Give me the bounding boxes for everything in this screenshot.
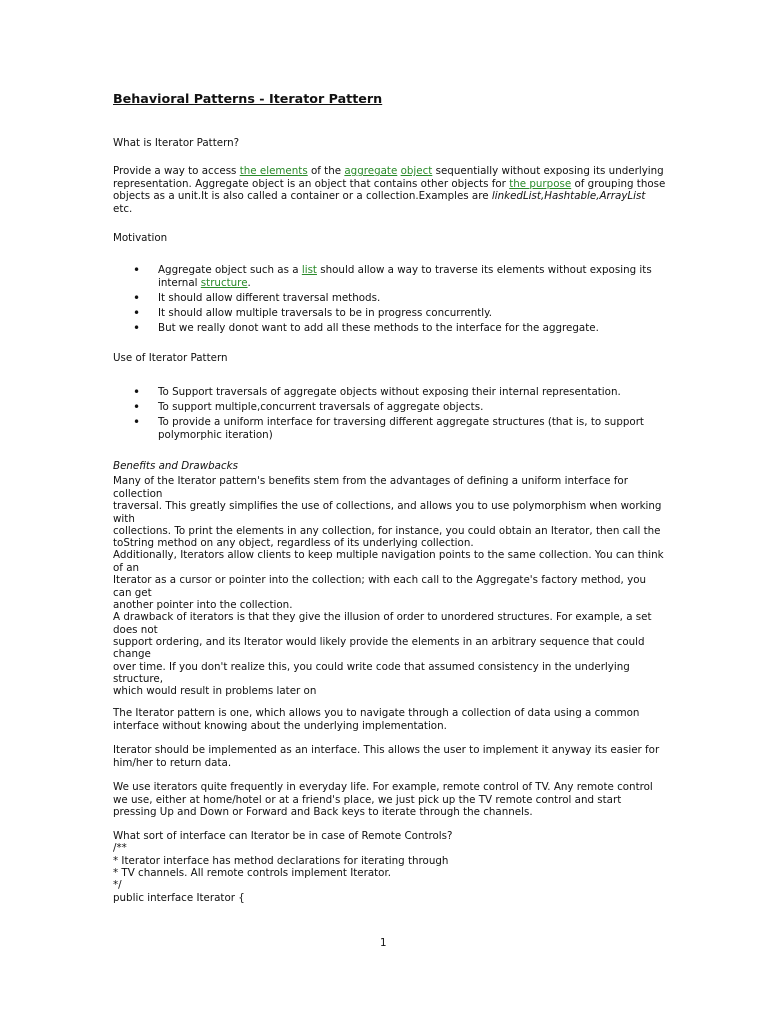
paragraph-line: We use iterators quite frequently in everyday life. For example, remote control of TV. Any remote control: [113, 781, 653, 793]
bullet-icon: •: [133, 305, 141, 320]
list-item: [113, 307, 652, 320]
intro-line-4: etc.: [113, 203, 133, 215]
paragraph-line: we use, either at home/hotel or at a friend's place, we just pick up the TV remote control and start: [113, 794, 622, 806]
code-line: /**: [113, 842, 127, 854]
bullet-icon: •: [133, 414, 141, 429]
use-list: [113, 386, 644, 444]
text: should allow a way to traverse its elements without exposing its: [316, 264, 652, 276]
code-line: */: [113, 879, 122, 891]
link-aggregate[interactable]: aggregate: [344, 165, 398, 177]
text: But we really donot want to add all these methods to the interface for the aggregate.: [158, 321, 599, 334]
benefits-line: of an: [113, 562, 140, 574]
examples-list: linkedList,Hashtable,ArrayList: [491, 190, 646, 202]
text: polymorphic iteration): [158, 428, 273, 441]
text: of the: [307, 165, 345, 177]
benefits-line: structure,: [113, 673, 164, 685]
benefits-line: A drawback of iterators is that they give the illusion of order to unordered structures. For example, a set: [113, 611, 652, 623]
benefits-line: change: [113, 648, 151, 660]
motivation-list: [113, 264, 652, 337]
text: To provide a uniform interface for traversing different aggregate structures (that is, to support: [158, 415, 644, 428]
code-line: * TV channels. All remote controls implement Iterator.: [113, 867, 392, 879]
benefits-line: support ordering, and its Iterator would likely provide the elements in an arbitrary sequence that could: [113, 636, 645, 648]
text: sequentially without exposing its underlying: [432, 165, 664, 177]
use-heading: Use of Iterator Pattern: [113, 352, 228, 364]
bullet-icon: •: [133, 263, 141, 277]
text: To support multiple,concurrent traversals of aggregate objects.: [158, 400, 484, 413]
text: objects as a unit.It is also called a container or a collection.Examples are: [113, 190, 492, 202]
intro-line-2: [113, 178, 665, 191]
bullet-icon: •: [133, 399, 141, 414]
paragraph-line: The Iterator pattern is one, which allows you to navigate through a collection of data using a common: [113, 707, 640, 719]
paragraph-line: him/her to return data.: [113, 757, 232, 769]
paragraph-line: pressing Up and Down or Forward and Back keys to iterate through the channels.: [113, 806, 533, 818]
code-line: * Iterator interface has method declarations for iterating through: [113, 855, 449, 867]
link-list[interactable]: list: [301, 264, 317, 276]
link-object[interactable]: object: [400, 165, 433, 177]
benefits-line: Many of the Iterator pattern's benefits stem from the advantages of defining a uniform interface for: [113, 475, 628, 487]
text: Aggregate object such as a: [158, 264, 302, 276]
page-number: 1: [380, 937, 387, 949]
benefits-line: collections. To print the elements in any collection, for instance, you could obtain an Iterator, then call the: [113, 525, 661, 537]
benefits-line: can get: [113, 587, 152, 599]
bullet-icon: •: [133, 290, 141, 305]
text: .: [247, 276, 251, 289]
paragraph-line: Iterator should be implemented as an interface. This allows the user to implement it anyway its easier for: [113, 744, 660, 756]
list-item: [113, 401, 644, 414]
benefits-line: Iterator as a cursor or pointer into the collection; with each call to the Aggregate's factory method, you: [113, 574, 647, 586]
text: internal: [158, 276, 201, 289]
link-the-purpose[interactable]: the purpose: [509, 178, 572, 190]
benefits-line: traversal. This greatly simplifies the use of collections, and allows you to use polymorphism when working: [113, 500, 662, 512]
link-structure[interactable]: structure: [200, 276, 248, 289]
text: It should allow different traversal methods.: [158, 291, 381, 304]
benefits-line: over time. If you don't realize this, you could write code that assumed consistency in the underlying: [113, 661, 630, 673]
text: Provide a way to access: [113, 165, 240, 177]
intro-line-1: [113, 165, 664, 178]
paragraph-line: interface without knowing about the underlying implementation.: [113, 720, 447, 732]
page-title: Behavioral Patterns - Iterator Pattern: [113, 91, 383, 106]
benefits-line: toString method on any object, regardless of its underlying collection.: [113, 537, 474, 549]
bullet-icon: •: [133, 385, 141, 399]
benefits-line: another pointer into the collection.: [113, 599, 293, 611]
list-item: [113, 386, 644, 399]
list-item: [113, 264, 652, 289]
bullet-icon: •: [133, 320, 141, 335]
text: of grouping those: [571, 178, 666, 190]
link-the-elements[interactable]: the elements: [239, 165, 308, 177]
section-question: What is Iterator Pattern?: [113, 137, 240, 149]
list-item: [113, 322, 652, 335]
code-line: public interface Iterator {: [113, 892, 245, 904]
text: To Support traversals of aggregate objects without exposing their internal representation.: [158, 386, 621, 398]
text: It should allow multiple traversals to be in progress concurrently.: [158, 306, 493, 319]
list-item: [113, 416, 644, 441]
benefits-line: which would result in problems later on: [113, 685, 317, 697]
motivation-heading: Motivation: [113, 232, 168, 244]
list-item: [113, 292, 652, 305]
benefits-line: collection: [113, 488, 163, 500]
benefits-line: with: [113, 513, 135, 525]
benefits-line: Additionally, Iterators allow clients to keep multiple navigation points to the same collection. You can think: [113, 549, 664, 561]
benefits-heading: Benefits and Drawbacks: [113, 460, 238, 472]
benefits-line: does not: [113, 624, 158, 636]
intro-line-3: [113, 190, 645, 203]
text: representation. Aggregate object is an object that contains other objects for: [113, 178, 510, 190]
code-line: What sort of interface can Iterator be in case of Remote Controls?: [113, 830, 453, 842]
